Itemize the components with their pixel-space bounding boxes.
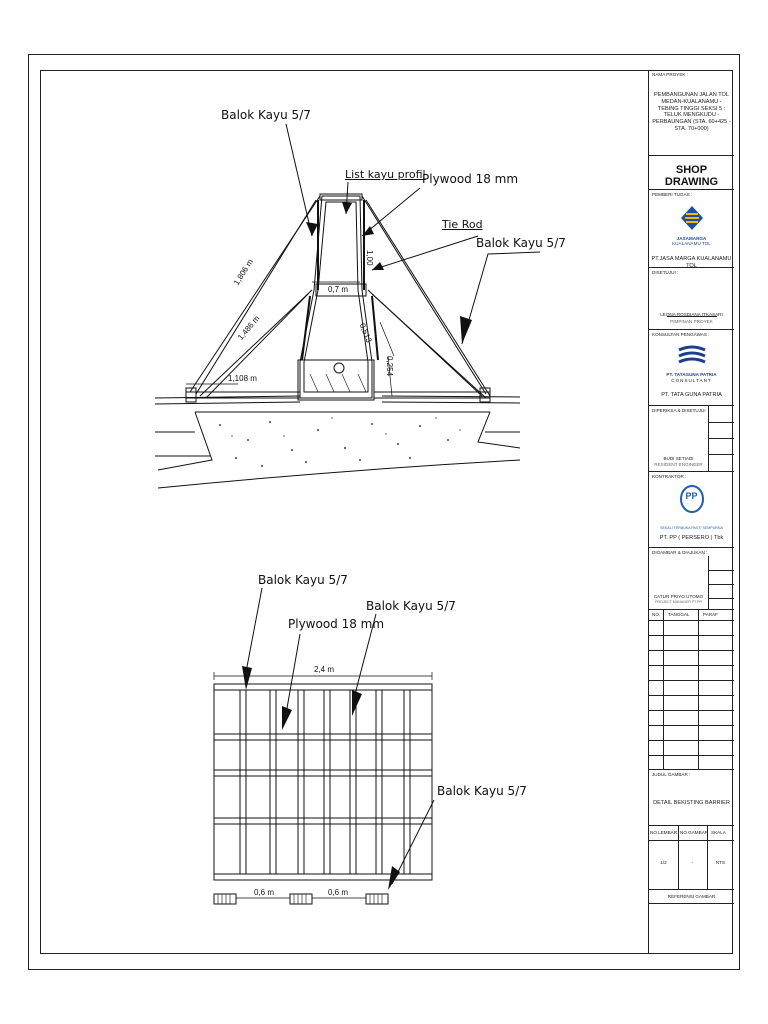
subgrade-bottom <box>158 460 520 488</box>
tb-skala-value: NTS <box>715 860 726 865</box>
tb-revision-table <box>649 610 734 770</box>
dim-0254: 0,254 <box>385 356 394 377</box>
tb-project <box>649 70 734 156</box>
pp-logo-text: PP <box>685 491 698 501</box>
title-block <box>648 70 733 954</box>
tie-hole <box>334 363 344 373</box>
arrowhead <box>306 222 318 236</box>
tb-checker-role: RESIDENT ENGINEER <box>654 462 703 467</box>
tb-konsultan <box>649 330 734 406</box>
tb-rev-paraf: PARAF <box>703 612 718 617</box>
label-tie-rod: Tie Rod <box>442 218 483 231</box>
tb-owner-name: PT.JASA MARGA KUALANAMU TOL <box>651 256 732 269</box>
tb-rev-tanggal: TANGGAL <box>668 612 690 617</box>
road-surface-line-2 <box>155 402 520 404</box>
tb-no-gambar-value: - <box>691 860 694 865</box>
arrowhead <box>242 666 252 690</box>
tb-no-gambar-label: NO.GAMBAR <box>680 830 709 835</box>
tb-pemberi-tugas <box>649 190 734 268</box>
tb-rev-no: NO. <box>652 612 661 617</box>
pp-logo-sub: SEKALI TERBUKA PASTI SEMPURNA <box>660 526 723 530</box>
leader-tie-rod <box>372 236 478 270</box>
tb-kontraktor <box>649 472 734 548</box>
label-balok-kayu-top: Balok Kayu 5/7 <box>221 108 311 122</box>
concrete-texture <box>219 417 461 467</box>
jasamarga-logo-text: JASAMARGA <box>676 236 707 241</box>
subgrade-left <box>158 412 212 470</box>
tb-diperiksa-label: DIPERIKSA & DISETUJUI <box>652 408 706 413</box>
tb-digambar <box>649 548 734 610</box>
dim-24: 2,4 m <box>314 665 335 674</box>
tb-skala-label: SKALA <box>711 830 726 835</box>
tb-approver-name: LEONA ROSDIANA ITKASARI <box>660 312 723 317</box>
tb-shop-drawing-title: SHOP DRAWING <box>664 164 719 188</box>
tb-disetujui <box>649 268 734 330</box>
dim-100: 1,00 <box>365 250 374 266</box>
jasamarga-logo-sub: KUALANAMU TOL <box>672 241 711 246</box>
label-plywood-section: Plywood 18 mm <box>422 172 519 186</box>
leader-balok-top <box>286 124 312 236</box>
tb-konsultan-name: PT. TATA GUNA PATRIA <box>661 392 722 398</box>
formwork-plan <box>214 588 434 904</box>
tb-no-lembar-value: 1/2 <box>660 860 667 865</box>
dim-1108: 1,108 m <box>228 374 257 383</box>
label-balok-kayu-right: Balok Kayu 5/7 <box>476 236 566 250</box>
tb-shop-drawing <box>649 156 734 190</box>
arrowhead <box>282 706 292 730</box>
tb-project-name: PEMBANGUNAN JALAN TOL MEDAN-KUALANAMU - TEBING TINGGI SEKSI 5 : TELUK MENGKUDU - PERBAUNGAN (STA. 60+425 - STA. 70+000) <box>652 92 731 132</box>
dim-07: 0,7 m <box>328 285 349 294</box>
tb-sheet-info <box>649 826 734 890</box>
arrowhead <box>388 866 400 890</box>
dim-06b: 0,6 m <box>328 888 349 897</box>
arrowhead <box>342 202 352 214</box>
label-plan-balok-bottom: Balok Kayu 5/7 <box>437 784 527 798</box>
tb-kontraktor-label: KONTRAKTOR : <box>652 474 687 479</box>
label-plan-plywood: Plywood 18 mm <box>288 617 385 631</box>
tb-contractor-name: PT. PP ( PERSERO ) Tbk <box>659 535 724 541</box>
tataguna-logo-icon <box>677 344 707 370</box>
leader-balok-right <box>462 252 540 344</box>
tb-digambar-label: DIGAMBAR & DIAJUKAN : <box>652 550 708 555</box>
dim-06a: 0,6 m <box>254 888 275 897</box>
tb-checker-name: BUDI SETIADI <box>663 456 694 461</box>
tb-judul-value: DETAIL BEKISTING BARRIER <box>653 800 730 806</box>
tb-disetujui-label: DISETUJUI : <box>652 270 679 275</box>
arrowhead <box>460 316 472 344</box>
tb-judul-label: JUDUL GAMBAR : <box>652 772 691 777</box>
dim-0513: 0,513 <box>357 322 374 344</box>
dim-1806: 1,806 m <box>232 257 255 287</box>
label-list-kayu-profil: List kayu profil <box>345 168 426 181</box>
tb-no-lembar-label: NO.LEMBAR <box>650 830 678 835</box>
tataguna-logo-text: PT. TATAGUNA PATRIA <box>666 372 717 377</box>
tb-drafter-role: PROJECT MANAGER PT.PP <box>655 600 702 604</box>
tb-approver-role: PIMPINAN PROYEK <box>670 319 713 324</box>
tb-judul <box>649 770 734 826</box>
subgrade-right <box>478 412 520 448</box>
arrowhead <box>352 690 362 716</box>
jasamarga-logo-icon <box>679 204 705 234</box>
leader-plan-balok-left <box>246 588 262 672</box>
dim-1486: 1,486 m <box>236 313 262 342</box>
label-plan-balok-mid: Balok Kayu 5/7 <box>366 599 456 613</box>
tb-diperiksa <box>649 406 734 472</box>
tb-drafter-name: CATUR PRIYO UTOMO <box>653 594 704 599</box>
tb-konsultan-label: KONSULTAN PENGAWAS : <box>652 332 710 337</box>
tataguna-logo-sub: CONSULTANT <box>671 378 712 383</box>
tb-nama-proyek-label: NAMA PROYEK : <box>652 72 688 77</box>
label-plan-balok-left: Balok Kayu 5/7 <box>258 573 348 587</box>
tb-referensi <box>649 890 734 904</box>
tb-pemberi-tugas-label: PEMBERI TUGAS : <box>652 192 693 197</box>
tb-referensi-label: REFERENSI GAMBAR <box>667 894 716 899</box>
